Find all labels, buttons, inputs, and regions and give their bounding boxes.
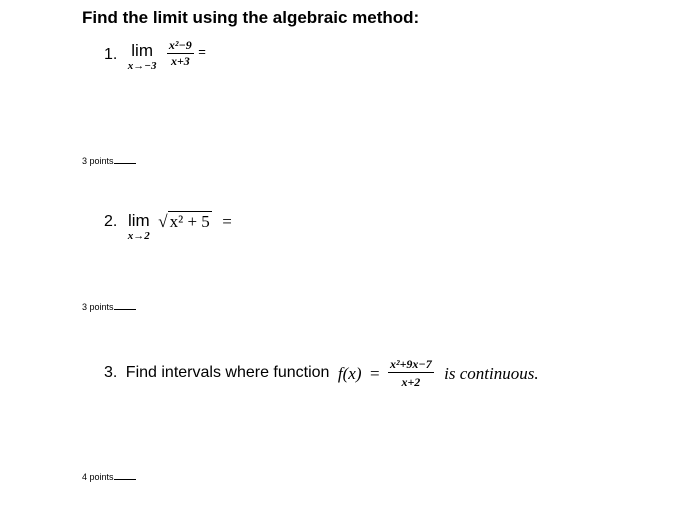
problem-1-fraction	[167, 38, 194, 69]
page-heading: Find the limit using the algebraic method:	[82, 8, 420, 27]
problem-1-number: 1.	[104, 46, 118, 63]
points-1-blank	[114, 155, 136, 164]
problem-3-number: 3.	[104, 364, 118, 381]
problem-3-tail: is continuous.	[444, 363, 539, 383]
problem-2-lim-word: lim	[127, 211, 150, 230]
problem-2	[104, 212, 232, 242]
problem-3	[104, 358, 539, 388]
problem-2-radical-sign: √	[158, 212, 168, 231]
problem-1-equals: =	[198, 44, 206, 59]
problem-2-number: 2.	[104, 213, 118, 230]
problem-2-lim-subscript: x→2	[127, 230, 150, 242]
problem-3-function: f(x)	[337, 363, 362, 383]
points-2-label: 3 points	[82, 302, 114, 312]
problem-3-denominator: x+2	[388, 372, 434, 388]
problem-1-lim-subscript: x→−3	[127, 60, 157, 72]
points-3-label: 4 points	[82, 472, 114, 482]
problem-1-denominator: x+3	[167, 53, 194, 69]
problem-1	[104, 38, 206, 72]
problem-2-equals: =	[222, 212, 232, 231]
points-1	[82, 155, 136, 166]
problem-3-text: Find intervals where function	[125, 364, 330, 381]
problem-2-radicand: x² + 5	[169, 212, 210, 231]
points-3-blank	[114, 471, 136, 480]
problem-2-sqrt	[158, 212, 212, 232]
points-1-label: 3 points	[82, 156, 114, 166]
points-2-blank	[114, 301, 136, 310]
problem-3-numerator: x²+9x−7	[390, 357, 432, 371]
problem-1-limit	[128, 42, 157, 72]
problem-3-fraction	[388, 358, 434, 388]
points-3	[82, 471, 136, 482]
problem-1-numerator: x²−9	[168, 38, 192, 52]
points-2	[82, 301, 136, 312]
problem-2-limit	[128, 212, 150, 242]
problem-3-equals: =	[369, 363, 380, 383]
problem-1-lim-word: lim	[131, 41, 153, 60]
